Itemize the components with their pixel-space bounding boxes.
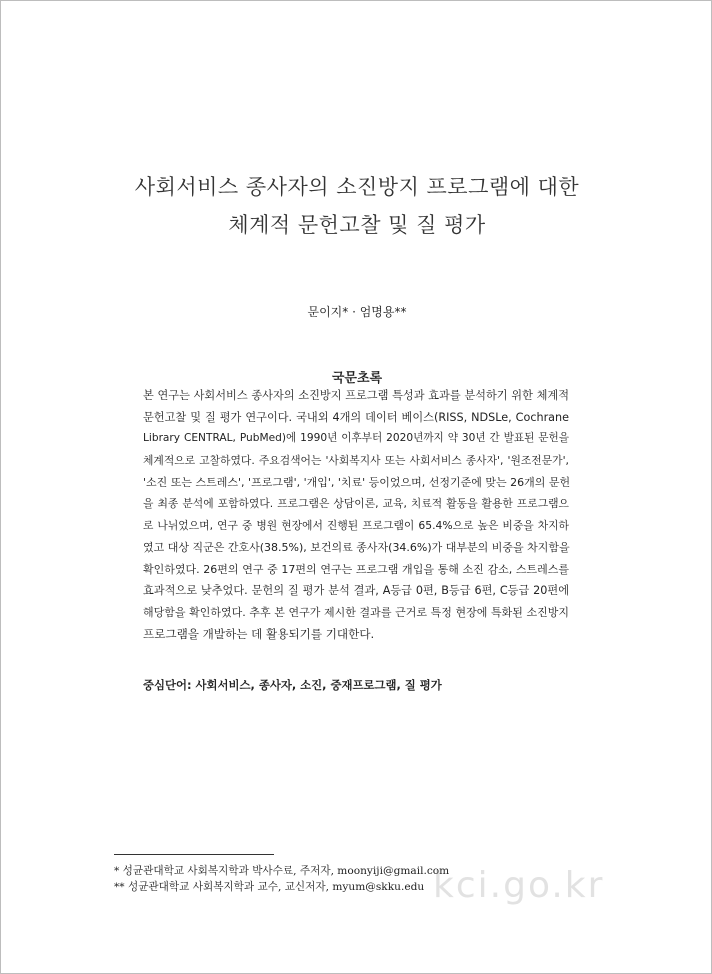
abstract-line: 로 나뉘었으며, 연구 중 병원 현장에서 진행된 프로그램이 65.4%으로 높은 비중을 차지하 <box>143 519 569 533</box>
abstract-line: 문헌고찰 및 질 평가 연구이다. 국내외 4개의 데이터 베이스(RISS, NDSLe, Cochrane <box>143 410 569 424</box>
footnote-divider <box>114 854 274 855</box>
footnote-first-author: * 성균관대학교 사회복지학과 박사수료, 주저자, moonyiji@gmail.com <box>114 865 450 877</box>
footnote-corresponding-author: ** 성균관대학교 사회복지학과 교수, 교신저자, myum@skku.edu <box>114 881 425 893</box>
abstract-line: 본 연구는 사회서비스 종사자의 소진방지 프로그램 특성과 효과를 분석하기 위한 체계적 <box>143 389 569 402</box>
abstract-heading: 국문초록 <box>331 371 383 386</box>
author-list: 문이지* · 엄명용** <box>307 305 407 319</box>
abstract-line: 해당함을 확인하였다. 추후 본 연구가 제시한 결과를 근거로 특정 현장에 특화된 소진방지 <box>143 605 569 619</box>
paper-title-line-2: 체계적 문헌고찰 및 질 평가 <box>228 213 486 237</box>
watermark: kci.go.kr <box>433 865 605 906</box>
paper-title-line-1: 사회서비스 종사자의 소진방지 프로그램에 대한 <box>134 175 580 199</box>
abstract-line: 였고 대상 직군은 간호사(38.5%), 보건의료 종사자(34.6%)가 대부분의 비중을 차지함을 <box>143 540 570 554</box>
abstract-line: 을 최종 분석에 포함하였다. 프로그램은 상담이론, 교육, 치료적 활동을 활용한 프로그램으 <box>143 497 569 511</box>
abstract-body <box>143 385 569 645</box>
keywords: 중심단어: 사회서비스, 종사자, 소진, 중재프로그램, 질 평가 <box>143 678 442 692</box>
abstract-line: 프로그램을 개발하는 데 활용되기를 기대한다. <box>143 626 375 641</box>
abstract-line: 체계적으로 고찰하였다. 주요검색어는 '사회복지사 또는 사회서비스 종사자', '원조전문가', <box>143 454 569 468</box>
abstract-line: 효과적으로 낮추었다. 문헌의 질 평가 분석 결과, A등급 0편, B등급 6편, C등급 20편에 <box>143 584 569 598</box>
abstract-line: Library CENTRAL, PubMed)에 1990년 이후부터 2020년까지 약 30년 간 발표된 문헌을 <box>143 432 569 445</box>
abstract-line: 확인하였다. 26편의 연구 중 17편의 연구는 프로그램 개입을 통해 소진 감소, 스트레스를 <box>143 562 569 576</box>
abstract-line: '소진 또는 스트레스', '프로그램', '개입', '치료' 등이었으며, 선정기준에 맞는 26개의 문헌 <box>143 475 571 489</box>
